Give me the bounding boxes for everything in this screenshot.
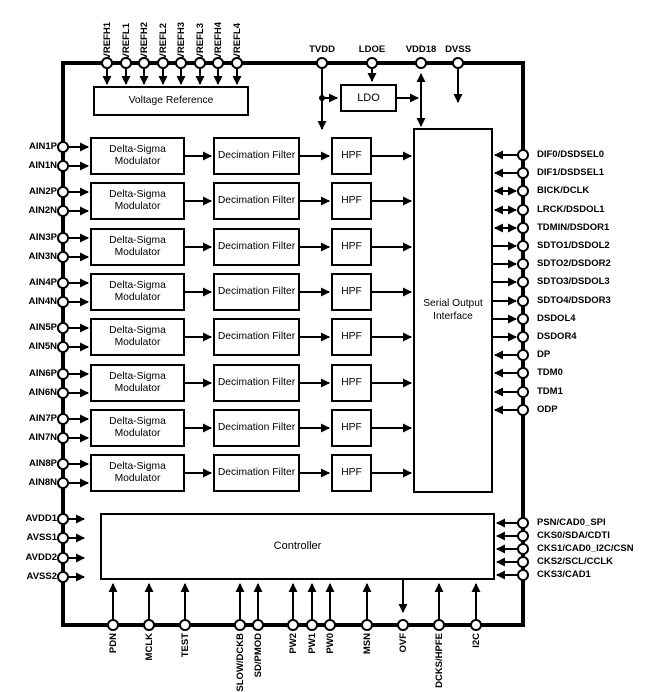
pin-circle: [180, 620, 190, 630]
pin-circle: [416, 58, 426, 68]
pin-circle: [362, 620, 372, 630]
hpf-block: HPF: [331, 364, 372, 402]
pin-label: [217, 2, 257, 59]
pin-circle: [288, 620, 298, 630]
pin-circle: [58, 161, 68, 171]
pin-label-text: I2C: [470, 633, 482, 648]
hpf-block: HPF: [331, 409, 372, 447]
pin-circle: [58, 323, 68, 333]
pin-label: [419, 633, 459, 692]
pin-label: AVSS2: [26, 571, 57, 582]
hpf-block: HPF: [331, 228, 372, 266]
pin-circle: [518, 259, 528, 269]
pin-circle: [518, 223, 528, 233]
decimation-filter-block: Decimation Filter: [213, 318, 300, 356]
pin-circle: [58, 142, 68, 152]
pin-circle: [58, 369, 68, 379]
pin-circle: [325, 620, 335, 630]
pin-circle: [58, 342, 68, 352]
pin-circle: [434, 620, 444, 630]
pin-label: AIN8N: [28, 477, 57, 488]
pin-label: PSN/CAD0_SPI: [537, 517, 606, 528]
pin-circle: [367, 58, 377, 68]
pin-circle: [108, 620, 118, 630]
dsm-block: Delta-Sigma Modulator: [90, 273, 185, 311]
dsm-block: Delta-Sigma Modulator: [90, 409, 185, 447]
pin-label-text: SLOW/DCKB: [234, 633, 246, 692]
pin-circle: [176, 58, 186, 68]
pin-circle: [102, 58, 112, 68]
pin-circle: [518, 570, 528, 580]
pin-label: AIN1N: [28, 160, 57, 171]
pin-label: [93, 633, 133, 692]
pin-circle: [518, 205, 528, 215]
pin-circle: [518, 168, 528, 178]
pin-label-text: PDN: [107, 633, 119, 654]
pin-label: AIN3N: [28, 251, 57, 262]
pin-label: AIN7N: [28, 432, 57, 443]
pin-label: AIN3P: [29, 232, 57, 243]
pin-label-text: TEST: [179, 633, 191, 658]
pin-circle: [58, 433, 68, 443]
pin-label: TDM0: [537, 367, 563, 378]
decimation-filter-block: Decimation Filter: [213, 273, 300, 311]
hpf-block: HPF: [331, 273, 372, 311]
decimation-filter-block: Decimation Filter: [213, 182, 300, 220]
pin-circle: [518, 544, 528, 554]
dsm-block: Delta-Sigma Modulator: [90, 318, 185, 356]
pin-circle: [518, 387, 528, 397]
pin-label: DIF1/DSDSEL1: [537, 167, 605, 178]
pin-circle: [518, 150, 528, 160]
pin-label: DVSS: [445, 44, 471, 55]
pin-circle: [58, 388, 68, 398]
pin-label: AVDD2: [25, 552, 57, 563]
pin-label: CKS2/SCL/CCLK: [537, 556, 614, 567]
pin-label: [165, 633, 205, 692]
pin-label: DSDOR4: [537, 331, 577, 342]
pin-label: SDTO2/DSDOR2: [537, 258, 611, 269]
pin-circle: [58, 187, 68, 197]
pin-label: VDD18: [405, 44, 437, 55]
pin-label-text: PW1: [306, 633, 318, 654]
pin-label: SDTO1/DSDOL2: [537, 240, 610, 251]
voltage-reference-block: Voltage Reference: [93, 86, 249, 116]
pin-label: CKS0/SDA/CDTI: [537, 530, 610, 541]
decimation-filter-block: Decimation Filter: [213, 137, 300, 175]
pin-circle: [518, 531, 528, 541]
hpf-block: HPF: [331, 182, 372, 220]
decimation-filter-block: Decimation Filter: [213, 454, 300, 492]
serial-output-interface-block: Serial Output Interface: [413, 128, 493, 493]
pin-label-text: MCLK: [143, 633, 155, 661]
pin-label: [456, 633, 496, 692]
pin-label: AIN7P: [29, 413, 57, 424]
pin-label: TDMIN/DSDOR1: [537, 222, 610, 233]
decimation-filter-block: Decimation Filter: [213, 409, 300, 447]
pin-label: TDM1: [537, 386, 563, 397]
decimation-filter-block: Decimation Filter: [213, 228, 300, 266]
pin-label-text: PW0: [324, 633, 336, 654]
pin-label: AIN2P: [29, 186, 57, 197]
pin-circle: [144, 620, 154, 630]
pin-circle: [58, 206, 68, 216]
pin-circle: [58, 233, 68, 243]
pin-circle: [58, 459, 68, 469]
decimation-filter-block: Decimation Filter: [213, 364, 300, 402]
pin-label: AVSS1: [26, 532, 57, 543]
pin-label-text: VREFH4: [212, 21, 224, 59]
pin-label-text: OVF: [397, 633, 409, 653]
pin-label: ODP: [537, 404, 558, 415]
pin-label: AIN6N: [28, 387, 57, 398]
pin-circle: [518, 314, 528, 324]
pin-circle: [58, 553, 68, 563]
hpf-block: HPF: [331, 318, 372, 356]
pin-circle: [518, 241, 528, 251]
pin-circle: [307, 620, 317, 630]
pin-label-text: VREFH2: [138, 21, 150, 59]
pin-circle: [398, 620, 408, 630]
pin-label: AIN1P: [29, 141, 57, 152]
pin-circle: [253, 620, 263, 630]
pin-label: [129, 633, 169, 692]
pin-label: AIN5N: [28, 341, 57, 352]
pin-circle: [518, 368, 528, 378]
pin-label: SDTO4/DSDOR3: [537, 295, 611, 306]
pin-label: AIN4N: [28, 296, 57, 307]
pin-label: SDTO3/DSDOL3: [537, 276, 610, 287]
pin-circle: [58, 297, 68, 307]
pin-label: TVDD: [309, 44, 335, 55]
pin-label-text: VREFH1: [101, 21, 113, 59]
pin-label: DSDOL4: [537, 313, 576, 324]
pin-label-text: MSN: [361, 633, 373, 655]
pin-circle: [121, 58, 131, 68]
pin-circle: [58, 278, 68, 288]
dsm-block: Delta-Sigma Modulator: [90, 137, 185, 175]
pin-circle: [518, 277, 528, 287]
pin-label-text: VREFH3: [175, 21, 187, 59]
dsm-block: Delta-Sigma Modulator: [90, 364, 185, 402]
pin-circle: [235, 620, 245, 630]
pin-circle: [213, 58, 223, 68]
pin-circle: [453, 58, 463, 68]
pin-label: CKS1/CAD0_I2C/CSN: [537, 543, 634, 554]
controller-block: Controller: [100, 513, 495, 580]
pin-label: LDOE: [358, 44, 386, 55]
pin-circle: [471, 620, 481, 630]
pin-label: LRCK/DSDOL1: [537, 204, 605, 215]
pin-circle: [518, 332, 528, 342]
pin-label: AVDD1: [25, 513, 57, 524]
pin-label: AIN8P: [29, 458, 57, 469]
pin-circle: [58, 414, 68, 424]
pin-label-text: VREFL1: [120, 22, 132, 59]
pin-label: DP: [537, 349, 551, 360]
pin-label: [238, 633, 278, 692]
pin-label-text: VREFL4: [231, 22, 243, 59]
pin-label: DIF0/DSDSEL0: [537, 149, 605, 160]
pin-label: AIN5P: [29, 322, 57, 333]
pin-circle: [518, 518, 528, 528]
pin-circle: [139, 58, 149, 68]
pin-circle: [195, 58, 205, 68]
pin-circle: [518, 350, 528, 360]
pin-circle: [232, 58, 242, 68]
pin-label: [383, 633, 423, 692]
pin-circle: [58, 252, 68, 262]
pin-circle: [58, 533, 68, 543]
dsm-block: Delta-Sigma Modulator: [90, 454, 185, 492]
dsm-block: Delta-Sigma Modulator: [90, 228, 185, 266]
pin-circle: [518, 296, 528, 306]
pin-label-text: VREFL3: [194, 22, 206, 59]
pin-circle: [317, 58, 327, 68]
pin-label: AIN2N: [28, 205, 57, 216]
pin-circle: [518, 405, 528, 415]
pin-label: CKS3/CAD1: [537, 569, 591, 580]
dsm-block: Delta-Sigma Modulator: [90, 182, 185, 220]
hpf-block: HPF: [331, 454, 372, 492]
pin-label: AIN6P: [29, 368, 57, 379]
pin-label: [310, 633, 350, 692]
hpf-block: HPF: [331, 137, 372, 175]
pin-label-text: VREFL2: [157, 22, 169, 59]
pin-label: [347, 633, 387, 692]
pin-circle: [58, 572, 68, 582]
ldo-block: LDO: [340, 84, 397, 112]
pin-circle: [58, 478, 68, 488]
pin-label-text: SD/PMOD: [252, 633, 264, 678]
pin-label-text: DCKS/HPFE: [433, 633, 445, 688]
pin-circle: [58, 514, 68, 524]
pin-label-text: PW2: [287, 633, 299, 654]
pin-circle: [518, 186, 528, 196]
pin-label: BICK/DCLK: [537, 185, 590, 196]
pin-circle: [518, 557, 528, 567]
pin-circle: [158, 58, 168, 68]
pin-label: AIN4P: [29, 277, 57, 288]
